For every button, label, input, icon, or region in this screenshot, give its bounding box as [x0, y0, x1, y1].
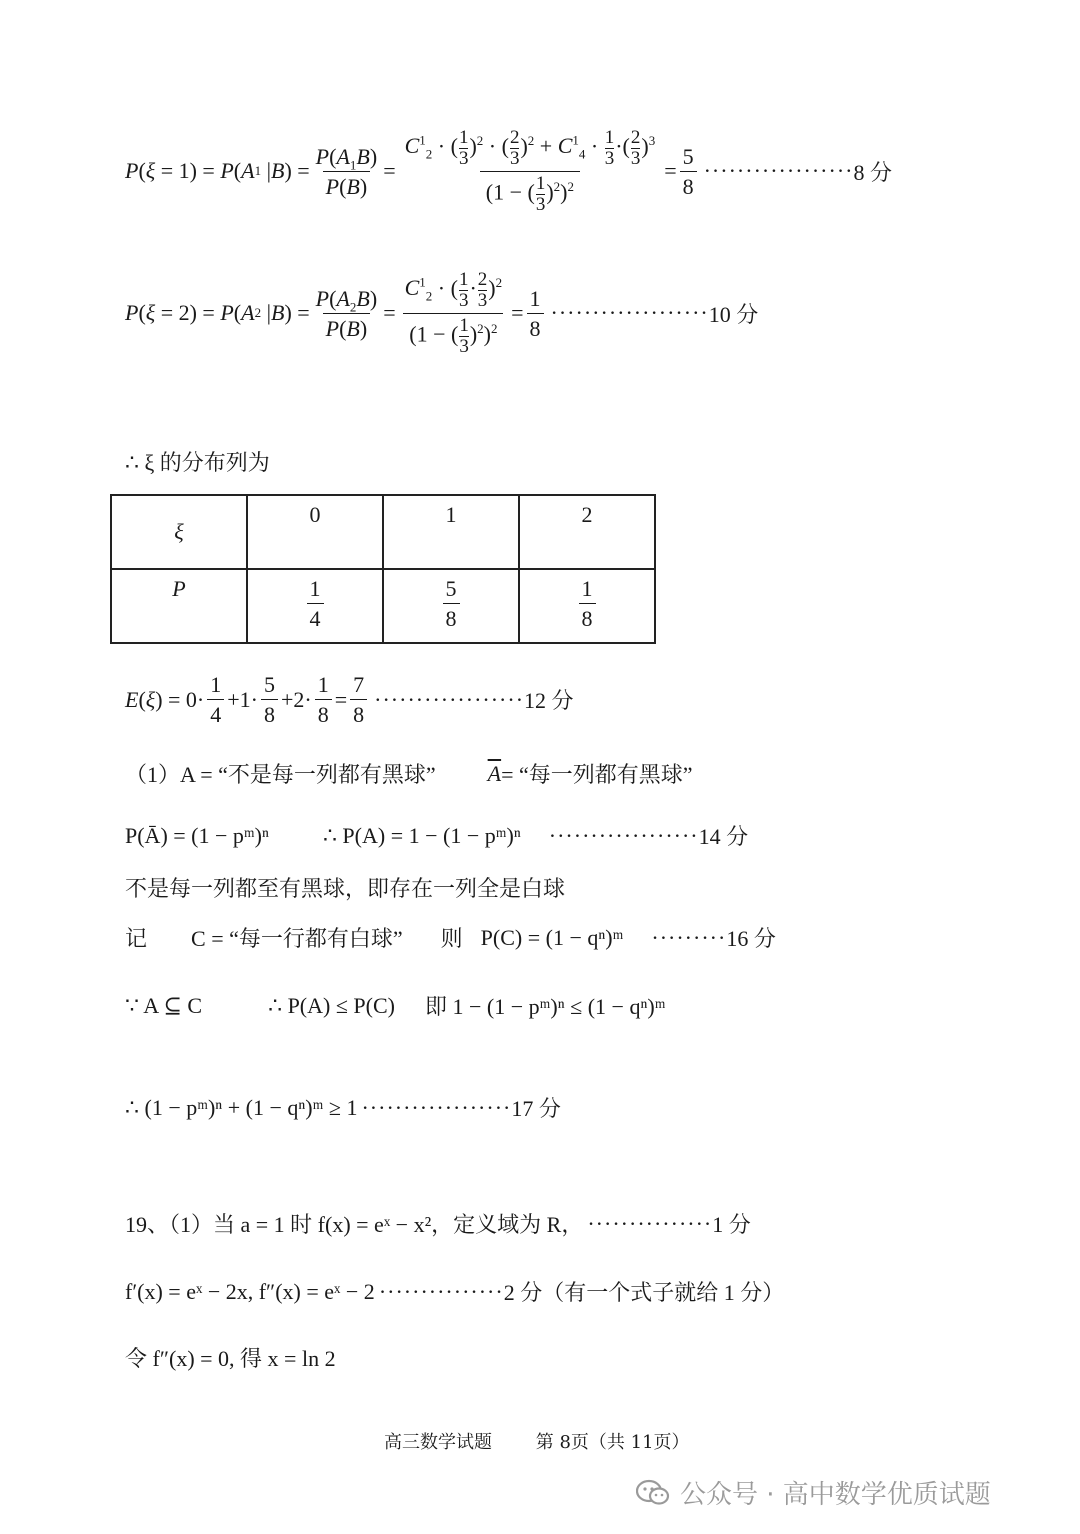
wechat-icon — [636, 1479, 670, 1507]
ji-label: 记 — [125, 926, 148, 951]
distribution-intro: ∴ ξ 的分布列为 — [125, 450, 270, 475]
eq1-result-den: 8 — [680, 171, 697, 199]
distribution-table — [110, 494, 656, 644]
dot-leader: ·················· — [703, 158, 854, 184]
abar-definition: = “每一列都有黑球” — [501, 762, 693, 787]
p-abar-line — [125, 820, 748, 851]
score-14: 14 分 — [698, 824, 749, 849]
part1-label: （1） — [125, 762, 181, 787]
table-cell: $\frac{1}{4}$ — [247, 569, 383, 643]
watermark — [636, 1474, 991, 1511]
conclusion-line — [125, 1092, 561, 1123]
score-12: 12 分 — [524, 688, 574, 714]
dot-leader: ·················· — [361, 1094, 512, 1120]
a-definition: A = “不是每一列都有黑球” — [180, 762, 436, 787]
zero-line: 令 f″(x) = 0, 得 x = ln 2 — [125, 1346, 336, 1371]
derivatives: f′(x) = eˣ − 2x, f″(x) = eˣ − 2 — [125, 1278, 375, 1304]
question-19: 19、（1）当 a = 1 时 f(x) = eˣ − x²，定义域为 R， — [125, 1212, 584, 1237]
eq2-result-den: 8 — [527, 313, 544, 341]
table-cell: 0 — [247, 495, 383, 569]
table-cell: $\frac{1}{8}$ — [519, 569, 655, 643]
table-cell: 2 — [519, 495, 655, 569]
c-definition: C = “每一行都有白球” — [191, 926, 403, 951]
part1-definitions: （1） A = “不是每一列都有黑球” $\overline{A}$ = “每一列都有黑球” — [125, 758, 693, 789]
footer-subject: 高三数学试题 — [384, 1432, 492, 1453]
p-abar: P(Ā) = (1 − pᵐ)ⁿ — [125, 822, 269, 848]
c-definition-line — [125, 922, 776, 953]
conclusion: ∴ (1 − pᵐ)ⁿ + (1 − qⁿ)ᵐ ≥ 1 — [125, 1094, 358, 1120]
dot-leader: ·················· — [374, 686, 525, 712]
table-row — [111, 569, 655, 643]
subset-consequence: ∴ P(A) ≤ P(C) — [268, 992, 395, 1018]
score-2: 2 分（有一个式子就给 1 分） — [503, 1280, 785, 1305]
dot-leader: ·················· — [548, 822, 699, 848]
equation-p-xi-2: P ( ξ = 2) = P ( A 2 | B ) = $\frac{P(A_2B)}{P(B)}$ = $C^1_2$ · ( $\frac{1}{3}$ · $\frac{2}{3}$ )$^2$ (1 − ( $\frac{1}{3}$ )$^2$)$^2$ = $\frac{1}{8}$ ··················· 10 分 — [125, 269, 759, 357]
watermark-text: 公众号 · 高中数学优质试题 — [680, 1480, 991, 1510]
eq2-result-num: 1 — [529, 285, 541, 311]
derivative-line — [125, 1276, 784, 1307]
footer-page: 第 8页（共 11页） — [535, 1432, 690, 1453]
table-header-xi: ξ — [111, 495, 247, 569]
subset-inequality: 即 1 − (1 − pᵐ)ⁿ ≤ (1 − qⁿ)ᵐ — [425, 994, 666, 1019]
equation-p-xi-1: P ( ξ = 1) = P ( A 1 | B ) = $\frac{P(A_1B)}{P(B)}$ = $C^1_2$ · ( $\frac{1}{3}$ )$^2$ · ( $\frac{2}{3}$ )$^2 + C^1_4$ · $\frac{1}{3}$ ·( $\frac{2}{3}$ )$^3$ (1 − ( $\frac{1}{3}$ )$^2$)$^2$ = $\frac{5}{8}$ ·················· 8 分 — [125, 127, 892, 215]
dot-leader: ··············· — [378, 1278, 504, 1304]
subset-premise: ∵ A ⊆ C — [125, 992, 203, 1018]
question-19-line — [125, 1208, 751, 1239]
score-17: 17 分 — [511, 1096, 561, 1121]
p-c: P(C) = (1 − qⁿ)ᵐ — [480, 924, 624, 950]
dot-leader: ··················· — [550, 300, 709, 326]
p-a: ∴ P(A) = 1 − (1 − pᵐ)ⁿ — [322, 822, 521, 848]
table-row — [111, 495, 655, 569]
table-header-p: P — [111, 569, 247, 643]
expectation-line: E ( ξ ) = 0· $\frac{1}{4}$ +1· $\frac{5}{8}$ +2· $\frac{1}{8}$ = $\frac{7}{8}$ ·················· 12 分 — [125, 672, 574, 728]
score-16: 16 分 — [726, 926, 776, 951]
table-cell: $\frac{5}{8}$ — [383, 569, 519, 643]
score-8: 8 分 — [853, 159, 892, 185]
subset-line — [125, 990, 665, 1021]
note-line: 不是每一列都至有黑球，即存在一列全是白球 — [125, 876, 566, 901]
score-10: 10 分 — [708, 301, 759, 327]
table-cell: 1 — [383, 495, 519, 569]
score-1: 1 分 — [712, 1212, 751, 1237]
dot-leader: ········· — [651, 924, 727, 950]
dot-leader: ··············· — [587, 1210, 713, 1236]
eq1-result-num: 5 — [682, 143, 694, 169]
page-footer — [384, 1428, 690, 1454]
ze-label: 则 — [440, 926, 463, 951]
